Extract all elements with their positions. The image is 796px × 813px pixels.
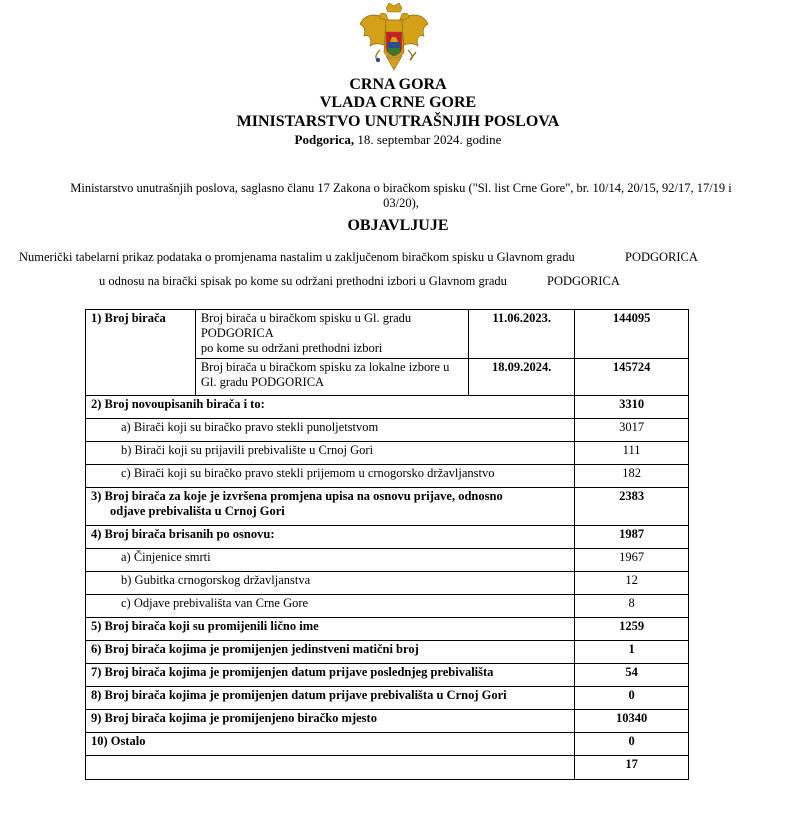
row-value: 8 [575,595,689,618]
montenegro-coat-of-arms [356,2,432,76]
row-label: 5) Broj birača koji su promijenili lično ime [86,618,575,641]
table-row [86,465,689,488]
row-value: 144095 [575,310,689,359]
table-row [86,396,689,419]
table-row [86,572,689,595]
row-label: c) Birači koji su biračko pravo stekli prijemom u crnogorsko državljanstvo [86,465,575,488]
row-date: 18.09.2024. [469,359,575,396]
row-date: 11.06.2023. [469,310,575,359]
row-value: 3310 [575,396,689,419]
row-value: 1 [575,641,689,664]
table-row [86,618,689,641]
city-name-1: PODGORICA [625,250,698,264]
row-value: 17 [575,756,689,780]
row-value: 111 [575,442,689,465]
row-description: Broj birača u biračkom spisku u Gl. gradu PODGORICA po kome su održani prethodni izbori [195,310,468,359]
row-value: 2383 [575,488,689,526]
row-label: c) Odjave prebivališta van Crne Gore [86,595,575,618]
row-value: 145724 [575,359,689,396]
row-label: 4) Broj birača brisanih po osnovu: [86,526,575,549]
table-row [86,442,689,465]
table-row [86,488,689,526]
description-line-1: Numerički tabelarni prikaz podataka o promjenama nastalim u zaključenom biračkom spisku u Glavnom gradu [19,250,575,264]
row-value: 3017 [575,419,689,442]
table-row [86,687,689,710]
row-label: b) Gubitka crnogorskog državljanstva [86,572,575,595]
row-value: 1967 [575,549,689,572]
row-label: 2) Broj novoupisanih birača i to: [86,396,575,419]
row-value: 12 [575,572,689,595]
voter-changes-table [85,309,689,780]
city: Podgorica, [294,132,355,147]
table-row [86,526,689,549]
row-value: 0 [575,687,689,710]
row-label: 10) Ostalo [86,733,575,756]
description-line-2: u odnosu na birački spisak po kome su održani prethodni izbori u Glavnom gradu [99,274,507,288]
row-value: 0 [575,733,689,756]
row-value: 182 [575,465,689,488]
table-row [86,310,689,359]
table-row [86,549,689,572]
row-value: 1987 [575,526,689,549]
table-row [86,710,689,733]
place-date [0,132,796,148]
row-label: b) Birači koji su prijavili prebivalište u Crnoj Gori [86,442,575,465]
table-row [86,595,689,618]
row-value: 54 [575,664,689,687]
row-label: 7) Broj birača kojima je promijenjen datum prijave poslednjeg prebivališta [86,664,575,687]
date: 18. septembar 2024. godine [357,132,502,147]
row-label: 9) Broj birača kojima je promijenjeno biračko mjesto [86,710,575,733]
table-row [86,756,689,780]
table-row [86,664,689,687]
row-description: Broj birača u biračkom spisku za lokalne izbore u Gl. gradu PODGORICA [195,359,468,396]
table-row [86,733,689,756]
government-heading: VLADA CRNE GORE [319,94,477,111]
row-label: 1) Broj birača [86,310,196,396]
ministry-heading: MINISTARSTVO UNUTRAŠNJIH POSLOVA [236,113,560,130]
table-row [86,419,689,442]
city-name-2: PODGORICA [547,274,620,288]
row-label [86,756,575,780]
country-heading: CRNA GORA [349,76,447,93]
announce-heading: OBJAVLJUJE [347,217,449,234]
table-row [86,641,689,664]
row-label: 3) Broj birača za koje je izvršena promjena upisa na osnovu prijave, odnosno odjave prebivališta u Crnoj Gori [86,488,575,526]
row-label: 8) Broj birača kojima je promijenjen datum prijave prebivališta u Crnoj Gori [86,687,575,710]
intro-paragraph: Ministarstvo unutrašnjih poslova, saglasno članu 17 Zakona o biračkom spisku ("Sl. list Crne Gore", br. 10/14, 20/15, 92/17, 17/19 i 03/20), [70,181,732,210]
row-label: 6) Broj birača kojima je promijenjen jedinstveni matični broj [86,641,575,664]
row-label: a) Birači koji su biračko pravo stekli punoljetstvom [86,419,575,442]
row-label: a) Činjenice smrti [86,549,575,572]
row-value: 10340 [575,710,689,733]
row-value: 1259 [575,618,689,641]
